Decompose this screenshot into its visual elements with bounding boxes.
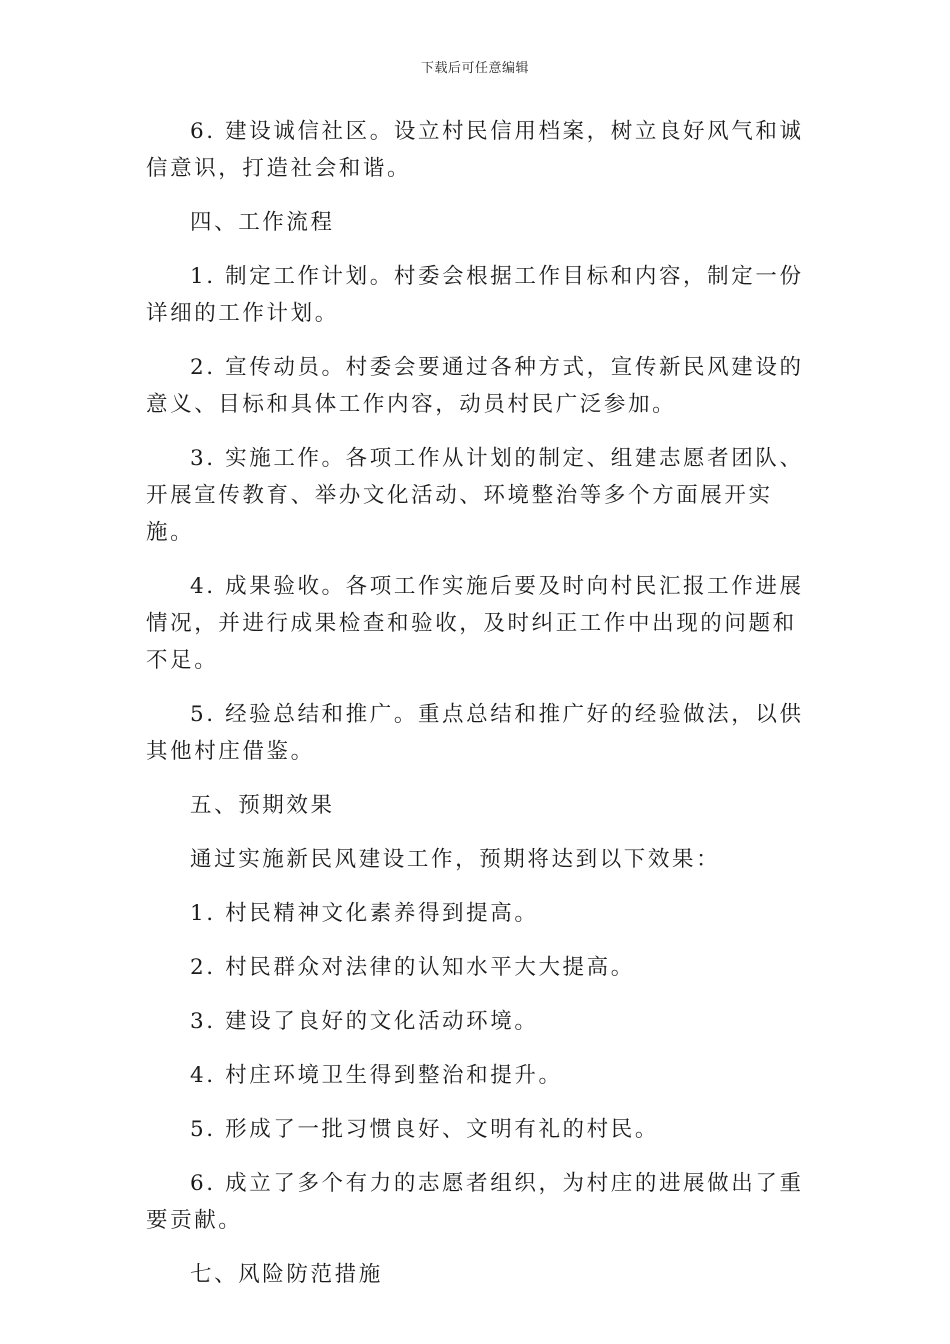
result-item-sanitation: 4. 村庄环境卫生得到整治和提升。 [190, 1063, 563, 1088]
workflow-item-implement: 3. 实施工作。各项工作从计划的制定、组建志愿者团队、开展宣传教育、举办文化活动、环境整治等多个方面展开实施。 [146, 446, 804, 545]
item-build-integrity-community: 6. 建设诚信社区。设立村民信用档案，树立良好风气和诚信意识，打造社会和谐。 [146, 119, 804, 181]
result-item-civility: 5. 形成了一批习惯良好、文明有礼的村民。 [190, 1117, 659, 1142]
section-heading-risk-prevention: 七、风险防范措施 [190, 1262, 383, 1287]
result-item-law: 2. 村民群众对法律的认知水平大大提高。 [190, 955, 635, 980]
section-heading-expected-results: 五、预期效果 [190, 793, 335, 818]
workflow-item-acceptance: 4. 成果验收。各项工作实施后要及时向村民汇报工作进展情况，并进行成果检查和验收，及时纠正工作中出现的问题和不足。 [146, 574, 804, 673]
section-heading-workflow: 四、工作流程 [190, 210, 335, 235]
page-header: 下载后可任意编辑 [420, 61, 529, 76]
result-item-culture: 1. 村民精神文化素养得到提高。 [190, 901, 539, 926]
workflow-item-plan: 1. 制定工作计划。村委会根据工作目标和内容，制定一份详细的工作计划。 [146, 264, 804, 326]
workflow-item-summary: 5. 经验总结和推广。重点总结和推广好的经验做法，以供其他村庄借鉴。 [146, 702, 804, 764]
expected-results-intro: 通过实施新民风建设工作，预期将达到以下效果： [190, 847, 721, 872]
workflow-item-mobilize: 2. 宣传动员。村委会要通过各种方式，宣传新民风建设的意义、目标和具体工作内容，动员村民广泛参加。 [146, 355, 804, 417]
result-item-environment: 3. 建设了良好的文化活动环境。 [190, 1009, 539, 1034]
result-item-volunteers: 6. 成立了多个有力的志愿者组织，为村庄的进展做出了重要贡献。 [146, 1171, 804, 1233]
document-body [146, 113, 818, 1310]
